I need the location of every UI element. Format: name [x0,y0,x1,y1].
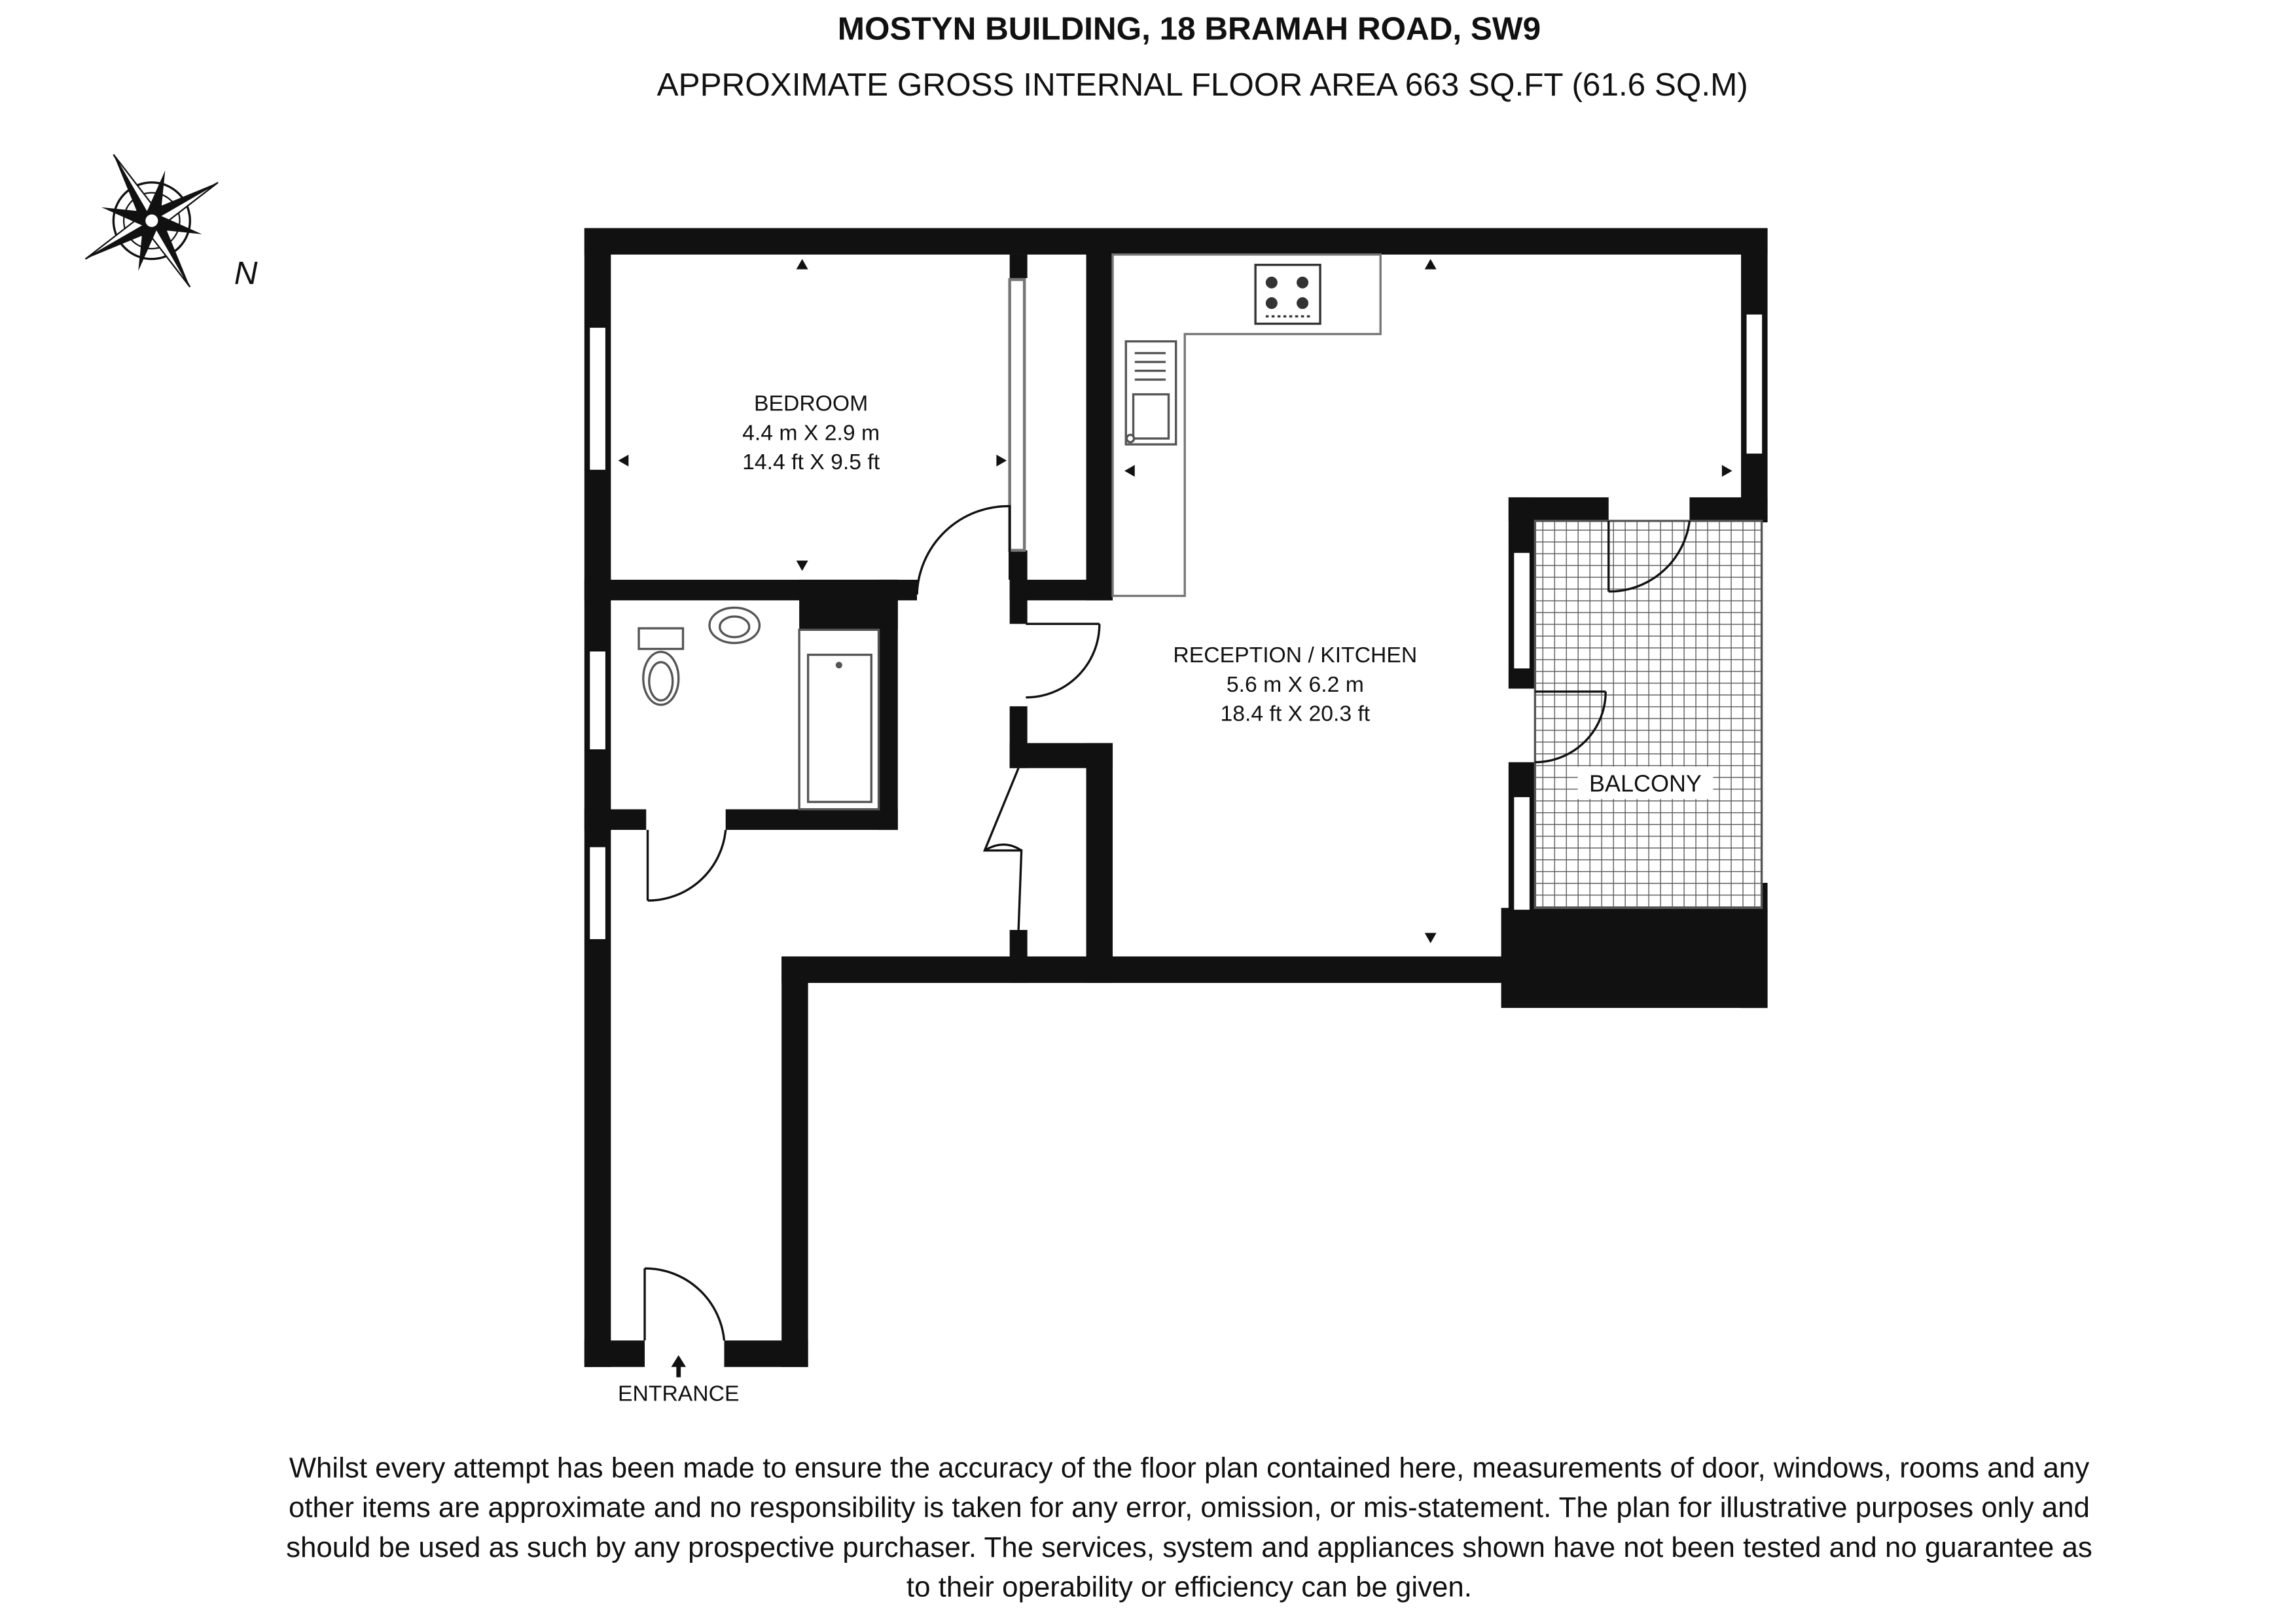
disclaimer-line-4: to their operability or efficiency can be given. [906,1571,1472,1603]
floor-area-subtitle: APPROXIMATE GROSS INTERNAL FLOOR AREA 663 SQ.FT (61.6 SQ.M) [656,67,1748,103]
page-title: MOSTYN BUILDING, 18 BRAMAH ROAD, SW9 [837,10,1541,47]
disclaimer [286,1452,2092,1603]
toilet-icon [639,628,683,705]
hob-icon [1255,265,1320,324]
washbasin-icon [709,608,759,643]
disclaimer-line-3: should be used as such by any prospective purchaser. The services, system and appliances shown have not been tested and no guarantee as [286,1531,2092,1563]
compass-rose-icon [47,116,256,325]
disclaimer-line-1: Whilst every attempt has been made to ensure the accuracy of the floor plan contained here, measurements of door, windows, rooms and any [289,1452,2090,1484]
compass-north-label: N [234,255,258,291]
sliding-door [1010,279,1024,550]
bedroom-name: BEDROOM [753,391,869,416]
disclaimer-line-2: other items are approximate and no responsibility is taken for any error, omission, or mis-statement. The plan for illustrative purposes only and [288,1491,2090,1524]
balcony-floor [1535,521,1761,908]
reception-label [1173,643,1417,726]
reception-name: RECEPTION / KITCHEN [1173,642,1418,668]
bedroom-metric: 4.4 m X 2.9 m [742,420,880,446]
sink-icon [1126,342,1175,444]
reception-imperial: 18.4 ft X 20.3 ft [1220,701,1371,726]
entrance-label: ENTRANCE [618,1381,740,1406]
bedroom-imperial: 14.4 ft X 9.5 ft [742,450,880,475]
bedroom-label [742,391,880,474]
reception-metric: 5.6 m X 6.2 m [1226,671,1364,697]
entrance-arrow-icon [672,1355,686,1378]
bathtub-icon [799,630,878,809]
balcony-label: BALCONY [1589,770,1702,797]
